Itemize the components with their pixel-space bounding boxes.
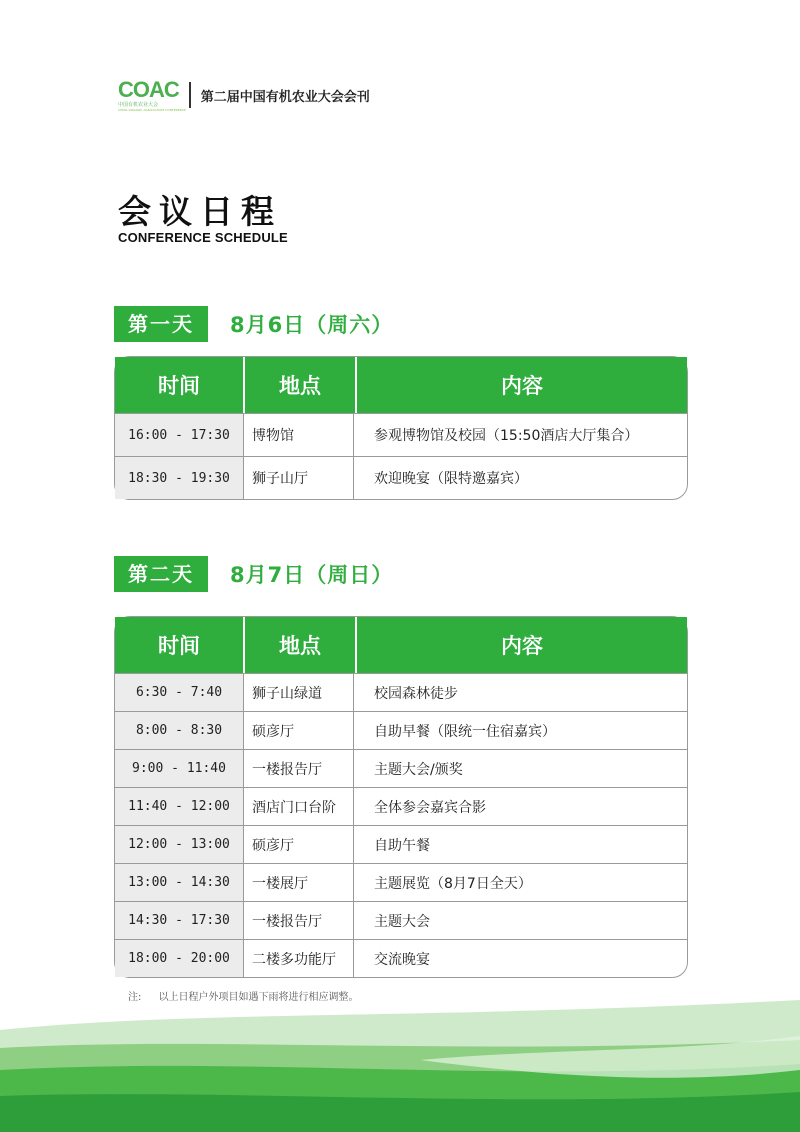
row-place: 一楼报告厅 bbox=[243, 902, 353, 939]
row-place: 硕彦厅 bbox=[243, 826, 353, 863]
page-subtitle: CONFERENCE SCHEDULE bbox=[118, 230, 288, 245]
row-time: 6:30 - 7:40 bbox=[115, 674, 243, 711]
row-content: 欢迎晚宴（限特邀嘉宾） bbox=[353, 457, 687, 499]
row-content: 自助早餐（限统一住宿嘉宾） bbox=[353, 712, 687, 749]
day-2-heading bbox=[114, 556, 393, 592]
day-1-schedule-table bbox=[114, 356, 688, 500]
footnote-text: 以上日程户外项目如遇下雨将进行相应调整。 bbox=[158, 992, 359, 1003]
day-1-heading bbox=[114, 306, 393, 342]
header-divider bbox=[189, 82, 191, 108]
row-time: 11:40 - 12:00 bbox=[115, 788, 243, 825]
row-place: 硕彦厅 bbox=[243, 712, 353, 749]
table-row bbox=[115, 901, 687, 939]
coac-logo bbox=[118, 76, 186, 112]
table-row bbox=[115, 825, 687, 863]
row-content: 主题大会 bbox=[353, 902, 687, 939]
journal-title: 第二届中国有机农业大会会刊 bbox=[200, 89, 370, 105]
header-place: 地点 bbox=[243, 357, 355, 413]
table-header bbox=[115, 357, 687, 413]
day-1-date: 8月6日（周六） bbox=[230, 313, 394, 337]
table-row bbox=[115, 711, 687, 749]
day-2-badge: 第二天 bbox=[114, 556, 208, 592]
header-content: 内容 bbox=[355, 617, 687, 673]
header-content: 内容 bbox=[355, 357, 687, 413]
row-content: 全体参会嘉宾合影 bbox=[353, 788, 687, 825]
row-content: 主题展览（8月7日全天） bbox=[353, 864, 687, 901]
table-row bbox=[115, 749, 687, 787]
page-title: 会议日程 bbox=[118, 192, 282, 231]
row-content: 主题大会/颁奖 bbox=[353, 750, 687, 787]
wave-dark bbox=[0, 1092, 800, 1132]
row-content: 自助午餐 bbox=[353, 826, 687, 863]
row-time: 18:30 - 19:30 bbox=[115, 457, 243, 499]
table-row bbox=[115, 456, 687, 499]
row-time: 18:00 - 20:00 bbox=[115, 940, 243, 977]
header-time: 时间 bbox=[158, 374, 200, 398]
logo-subtext: 中国有机农业大会 bbox=[118, 101, 159, 108]
row-time: 9:00 - 11:40 bbox=[115, 750, 243, 787]
table-row bbox=[115, 939, 687, 977]
table-row bbox=[115, 787, 687, 825]
row-time: 8:00 - 8:30 bbox=[115, 712, 243, 749]
logo-english-subtext: CHINA ORGANIC AGRICULTURE CONFERENCE bbox=[118, 107, 186, 112]
row-place: 酒店门口台阶 bbox=[243, 788, 353, 825]
logo-text: COAC bbox=[118, 76, 179, 102]
day-1-badge: 第一天 bbox=[114, 306, 208, 342]
table-row bbox=[115, 413, 687, 456]
row-time: 14:30 - 17:30 bbox=[115, 902, 243, 939]
row-place: 一楼展厅 bbox=[243, 864, 353, 901]
row-content: 参观博物馆及校园（15:50酒店大厅集合） bbox=[353, 414, 687, 456]
row-place: 二楼多功能厅 bbox=[243, 940, 353, 977]
decorative-green-waves bbox=[0, 1000, 800, 1132]
footnote-label: 注: bbox=[128, 992, 142, 1003]
row-time: 13:00 - 14:30 bbox=[115, 864, 243, 901]
row-time: 16:00 - 17:30 bbox=[115, 414, 243, 456]
header-time: 时间 bbox=[158, 634, 200, 658]
row-time: 12:00 - 13:00 bbox=[115, 826, 243, 863]
table-row bbox=[115, 863, 687, 901]
table-header bbox=[115, 617, 687, 673]
journal-header bbox=[118, 78, 370, 112]
table-row bbox=[115, 673, 687, 711]
row-place: 一楼报告厅 bbox=[243, 750, 353, 787]
header-place: 地点 bbox=[243, 617, 355, 673]
row-place: 狮子山绿道 bbox=[243, 674, 353, 711]
day-2-date: 8月7日（周日） bbox=[230, 563, 394, 587]
row-place: 狮子山厅 bbox=[243, 457, 353, 499]
row-place: 博物馆 bbox=[243, 414, 353, 456]
day-2-schedule-table bbox=[114, 616, 688, 978]
row-content: 交流晚宴 bbox=[353, 940, 687, 977]
row-content: 校园森林徒步 bbox=[353, 674, 687, 711]
